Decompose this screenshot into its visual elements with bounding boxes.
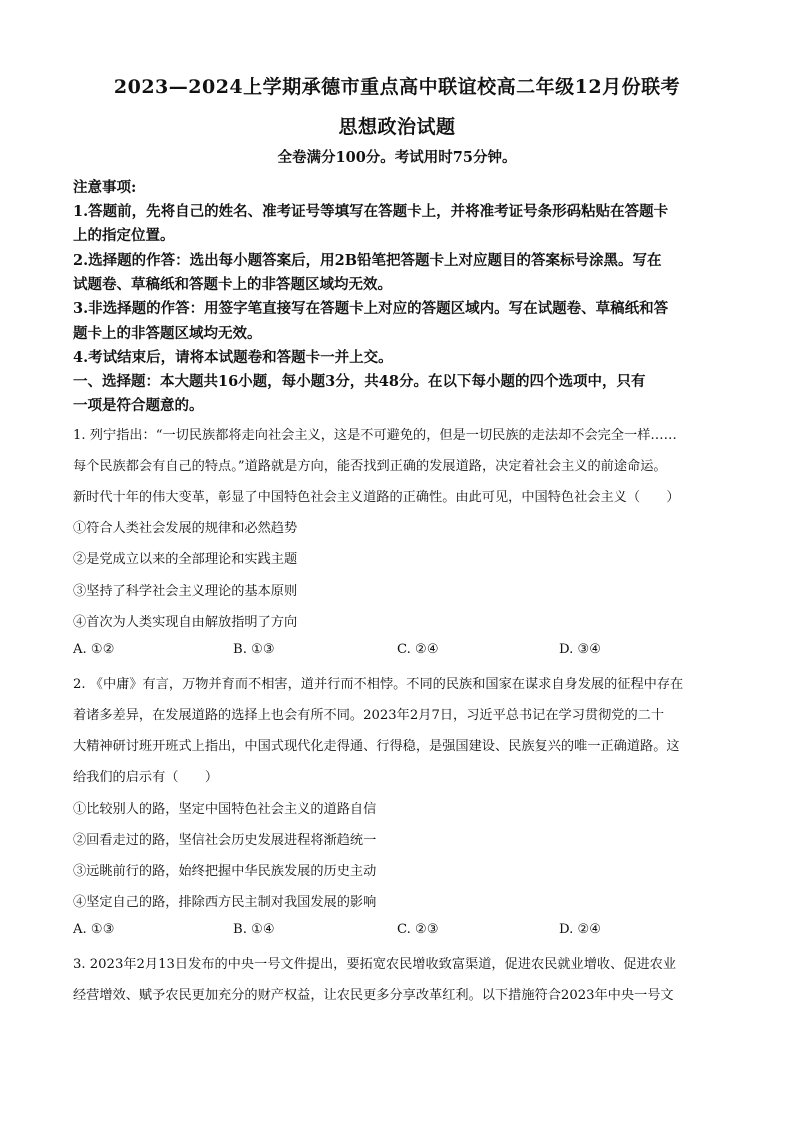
section-heading: 一项是符合题意的。 xyxy=(73,397,204,414)
option-d: D. ②④ xyxy=(559,922,602,937)
subject-title: 思想政治试题 xyxy=(338,116,456,138)
notice-line: 1.答题前，先将自己的姓名、准考证号等填写在答题卡上，并将准考证号条形码粘贴在答题卡 xyxy=(73,203,669,220)
question-1-item: ②是党成立以来的全部理论和实践主题 xyxy=(73,552,298,567)
notice-line: 3.非选择题的作答：用签字笔直接写在答题卡上对应的答题区域内。写在试题卷、草稿纸和答 xyxy=(73,300,669,317)
question-1-item: ④首次为人类实现自由解放指明了方向 xyxy=(73,615,298,630)
question-1-item: ①符合人类社会发展的规律和必然趋势 xyxy=(73,521,298,536)
section-heading: 一、选择题：本大题共16小题，每小题3分，共48分。在以下每小题的四个选项中，只有 xyxy=(73,373,646,390)
question-1-item: ③坚持了科学社会主义理论的基本原则 xyxy=(73,584,298,599)
notice-line: 试题卷、草稿纸和答题卡上的非答题区域均无效。 xyxy=(73,276,392,293)
option-a: A. ①② xyxy=(73,642,115,657)
notice-line: 上的指定位置。 xyxy=(73,227,175,244)
notice-line: 4.考试结束后，请将本试题卷和答题卡一并上交。 xyxy=(73,349,393,366)
option-b: B. ①④ xyxy=(233,922,275,937)
option-c: C. ②④ xyxy=(397,642,439,657)
exam-info: 全卷满分100分。考试用时75分钟。 xyxy=(277,149,517,166)
question-1-stem: 新时代十年的伟大变革，彰显了中国特色社会主义道路的正确性。由此可见，中国特色社会主义（ ） xyxy=(73,490,680,505)
question-1-stem: 每个民族都会有自己的特点。”道路就是方向，能否找到正确的发展道路，决定着社会主义的前途命运。 xyxy=(73,459,667,474)
notice-line: 2.选择题的作答：选出每小题答案后，用2B铅笔把答题卡上对应题目的答案标号涂黑。写在 xyxy=(73,252,662,269)
notice-heading: 注意事项: xyxy=(73,179,137,196)
question-2-stem: 2. 《中庸》有言，万物并育而不相害，道并行而不相悖。不同的民族和国家在谋求自身发展的征程中存在 xyxy=(73,677,684,692)
question-2-stem: 大精神研讨班开班式上指出，中国式现代化走得通、行得稳，是强国建设、民族复兴的唯一正确道路。这 xyxy=(73,739,680,754)
question-2-item: ②回看走过的路，坚信社会历史发展进程将渐趋统一 xyxy=(73,833,377,848)
question-2-stem: 着诸多差异，在发展道路的选择上也会有所不同。2023年2月7日，习近平总书记在学习贯彻党的二十 xyxy=(73,708,665,723)
question-3-stem: 经营增效、赋予农民更加充分的财产权益，让农民更多分享改革红利。以下措施符合2023年中央一号文 xyxy=(73,988,674,1003)
question-2-stem: 给我们的启示有（ ） xyxy=(73,770,219,785)
question-2-item: ①比较别人的路，坚定中国特色社会主义的道路自信 xyxy=(73,802,377,817)
option-a: A. ①③ xyxy=(73,922,115,937)
notice-line: 题卡上的非答题区域均无效。 xyxy=(73,325,262,342)
exam-title: 2023—2024上学期承德市重点高中联谊校高二年级12月份联考 xyxy=(113,76,681,98)
option-c: C. ②③ xyxy=(397,922,439,937)
question-3-stem: 3. 2023年2月13日发布的中央一号文件提出，要拓宽农民增收致富渠道，促进农民就业增收、促进农业 xyxy=(73,957,677,972)
option-d: D. ③④ xyxy=(559,642,602,657)
option-b: B. ①③ xyxy=(233,642,275,657)
question-1-stem: 1. 列宁指出：“一切民族都将走向社会主义，这是不可避免的，但是一切民族的走法却不会完全一样…… xyxy=(73,428,677,443)
question-2-item: ④坚定自己的路，排除西方民主制对我国发展的影响 xyxy=(73,895,377,910)
question-2-item: ③远眺前行的路，始终把握中华民族发展的历史主动 xyxy=(73,864,377,879)
